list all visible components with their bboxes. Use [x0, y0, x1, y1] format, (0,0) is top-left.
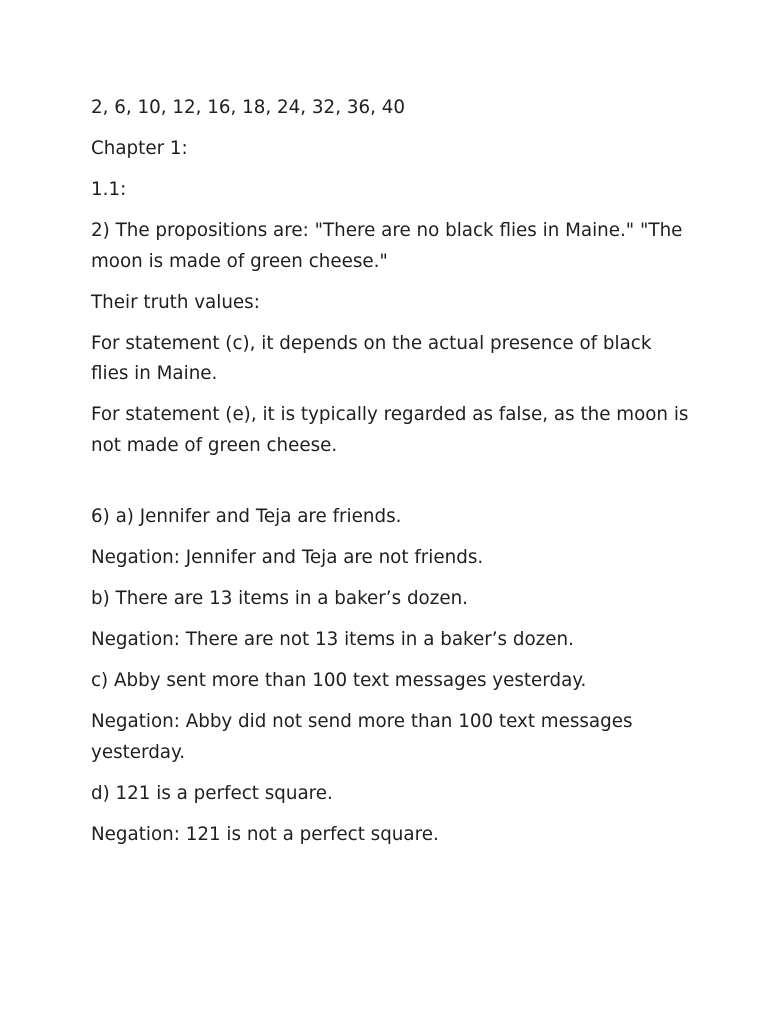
statement-c-paragraph: For statement (c), it depends on the actual presence of black flies in Maine. [91, 332, 652, 384]
statement-e-paragraph: For statement (e), it is typically regarded as false, as the moon is not made of green cheese. [91, 404, 689, 456]
truth-values-label: Their truth values: [91, 291, 260, 313]
item-c-negation: Negation: Abby did not send more than 100 text messages yesterday. [91, 711, 633, 763]
exercise-list: 2, 6, 10, 12, 16, 18, 24, 32, 36, 40 [91, 97, 405, 118]
item-b-statement: b) There are 13 items in a baker’s dozen. [91, 588, 468, 609]
item-d-negation: Negation: 121 is not a perfect square. [91, 823, 439, 845]
document-body [91, 93, 691, 861]
item-a-negation: Negation: Jennifer and Teja are not friends. [91, 547, 484, 568]
propositions-paragraph: 2) The propositions are: "There are no black flies in Maine." "The moon is made of green cheese." [91, 220, 683, 272]
item-b-negation: Negation: There are not 13 items in a baker’s dozen. [91, 629, 574, 650]
section-heading: 1.1: [91, 179, 127, 200]
item-c-statement: c) Abby sent more than 100 text messages yesterday. [91, 670, 587, 691]
item-d-statement: d) 121 is a perfect square. [91, 782, 333, 804]
item-a-statement: 6) a) Jennifer and Teja are friends. [91, 506, 402, 527]
blank-line [91, 472, 691, 503]
chapter-heading: Chapter 1: [91, 138, 188, 159]
